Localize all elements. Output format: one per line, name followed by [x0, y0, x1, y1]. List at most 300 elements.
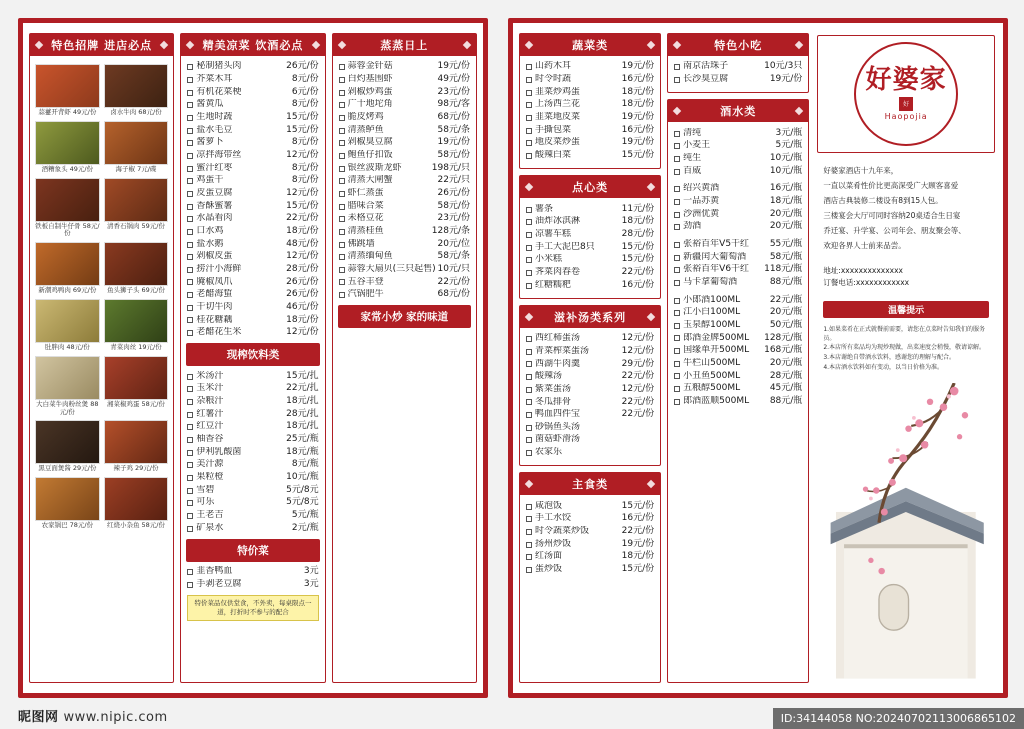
menu-item-price: 15元/份	[286, 112, 319, 123]
menu-item[interactable]	[339, 213, 470, 226]
menu-item[interactable]	[187, 510, 318, 523]
menu-item-price: 98元/客	[437, 99, 470, 110]
checkbox-icon[interactable]	[339, 90, 345, 96]
menu-item-name: 西湖牛肉羹	[535, 358, 581, 369]
checkbox-icon[interactable]	[339, 229, 345, 235]
menu-item-price: 3元/瓶	[775, 127, 803, 138]
checkbox-icon[interactable]	[674, 131, 680, 137]
menu-item-name: 上汤西兰花	[535, 99, 581, 110]
checkbox-icon[interactable]	[526, 412, 532, 418]
signature-column	[29, 33, 174, 683]
menu-item[interactable]	[526, 241, 654, 254]
menu-item[interactable]	[187, 162, 318, 175]
checkbox-icon[interactable]	[339, 279, 345, 285]
menu-item-price: 10元/瓶	[769, 153, 803, 164]
menu-item[interactable]	[339, 251, 470, 264]
checkbox-icon[interactable]	[674, 399, 680, 405]
menu-item-name: 清蒸桂鱼	[347, 225, 384, 236]
menu-item[interactable]	[526, 99, 654, 112]
menu-item-price: 12元/份	[621, 333, 655, 344]
menu-item[interactable]	[187, 200, 318, 213]
menu-item-name: 江小白100ML	[683, 307, 741, 318]
menu-item[interactable]	[674, 127, 802, 140]
menu-item-name: 银丝波斯龙虾	[347, 162, 402, 173]
checkbox-icon[interactable]	[674, 212, 680, 218]
checkbox-icon[interactable]	[526, 450, 532, 456]
checkbox-icon[interactable]	[674, 386, 680, 392]
dish-photo-caption: 农家锅巴 78元/份	[41, 521, 94, 530]
menu-item[interactable]	[339, 175, 470, 188]
checkbox-icon[interactable]	[526, 64, 532, 70]
checkbox-icon[interactable]	[526, 232, 532, 238]
checkbox-icon[interactable]	[187, 292, 193, 298]
menu-item[interactable]	[526, 124, 654, 137]
checkbox-icon[interactable]	[526, 257, 532, 263]
menu-item[interactable]	[526, 434, 654, 447]
menu-item[interactable]	[187, 459, 318, 472]
checkbox-icon[interactable]	[674, 64, 680, 70]
menu-item-name: 张裕百年V6干红	[683, 264, 750, 275]
menu-item-price: 5元/瓶	[775, 140, 803, 151]
checkbox-icon[interactable]	[526, 504, 532, 510]
dish-photo-caption: 新潮鸡鸭肉 69元/份	[38, 286, 97, 295]
menu-item[interactable]	[187, 472, 318, 485]
checkbox-icon[interactable]	[526, 425, 532, 431]
checkbox-icon[interactable]	[674, 77, 680, 83]
menu-item[interactable]	[187, 314, 318, 327]
menu-item[interactable]	[187, 421, 318, 434]
menu-item-price: 3元	[303, 566, 319, 577]
menu-item-price: 58元/份	[437, 200, 470, 211]
menu-item[interactable]	[339, 162, 470, 175]
checkbox-icon[interactable]	[187, 279, 193, 285]
menu-item[interactable]	[339, 188, 470, 201]
menu-item[interactable]	[526, 383, 654, 396]
checkbox-icon[interactable]	[339, 77, 345, 83]
menu-item[interactable]	[526, 112, 654, 125]
checkbox-icon[interactable]	[526, 437, 532, 443]
checkbox-icon[interactable]	[187, 242, 193, 248]
menu-item-name: 砂锅鱼头汤	[535, 421, 581, 432]
checkbox-icon[interactable]	[674, 224, 680, 230]
checkbox-icon[interactable]	[187, 254, 193, 260]
menu-item-name: 虾仁蒸蛋	[347, 187, 384, 198]
checkbox-icon[interactable]	[187, 140, 193, 146]
checkbox-icon[interactable]	[187, 102, 193, 108]
menu-item-name: 凉薯车糕	[535, 228, 572, 239]
tip-line: 3.本店谢绝自带酒水饮料，感谢您的理解与配合。	[823, 354, 956, 362]
checkbox-icon[interactable]	[187, 386, 193, 392]
menu-item[interactable]	[187, 446, 318, 459]
dish-photo-image	[35, 356, 100, 400]
checkbox-icon[interactable]	[187, 526, 193, 532]
tip-line: 2.本店所有菜品均为现炒现做，出菜速度会稍慢，敬请谅解。	[823, 344, 986, 352]
checkbox-icon[interactable]	[187, 191, 193, 197]
menu-item[interactable]	[674, 345, 802, 358]
checkbox-icon[interactable]	[526, 207, 532, 213]
menu-item[interactable]	[187, 188, 318, 201]
checkbox-icon[interactable]	[339, 128, 345, 134]
menu-item-price: 68元/份	[437, 112, 470, 123]
menu-item-price: 20元/瓶	[769, 357, 803, 368]
checkbox-icon[interactable]	[526, 554, 532, 560]
menu-item[interactable]	[674, 251, 802, 264]
checkbox-icon[interactable]	[187, 437, 193, 443]
menu-item[interactable]	[526, 279, 654, 292]
menu-item[interactable]	[187, 150, 318, 163]
menu-item-name: 凉拌海带丝	[196, 149, 242, 160]
checkbox-icon[interactable]	[187, 166, 193, 172]
checkbox-icon[interactable]	[187, 374, 193, 380]
checkbox-icon[interactable]	[339, 292, 345, 298]
checkbox-icon[interactable]	[526, 270, 532, 276]
checkbox-icon[interactable]	[339, 166, 345, 172]
tip-line: 1.如果菜肴在正式就餐前需要，请您在点菜时告知我们的服务员。	[823, 326, 986, 342]
menu-item[interactable]	[187, 484, 318, 497]
menu-item[interactable]	[339, 112, 470, 125]
menu-item[interactable]	[526, 409, 654, 422]
checkbox-icon[interactable]	[339, 242, 345, 248]
about-line: 三楼宴会大厅可同时容纳20桌适合生日宴	[823, 211, 961, 220]
checkbox-icon[interactable]	[339, 267, 345, 273]
menu-item[interactable]	[339, 238, 470, 251]
menu-item[interactable]	[187, 396, 318, 409]
menu-item-price: 5元/8元	[286, 484, 319, 495]
menu-item-name: 伊利乳酸菌	[196, 446, 242, 457]
menu-item-price: 88元/瓶	[769, 276, 803, 287]
menu-item[interactable]	[674, 153, 802, 166]
menu-item[interactable]	[526, 137, 654, 150]
vegetable-header: 蔬菜类	[520, 34, 660, 56]
menu-item[interactable]	[187, 213, 318, 226]
checkbox-icon[interactable]	[339, 204, 345, 210]
menu-item[interactable]	[526, 551, 654, 564]
menu-item[interactable]	[526, 421, 654, 434]
dimsum-list	[523, 203, 657, 292]
menu-item[interactable]	[187, 522, 318, 535]
checkbox-icon[interactable]	[187, 424, 193, 430]
checkbox-icon[interactable]	[674, 335, 680, 341]
checkbox-icon[interactable]	[526, 349, 532, 355]
menu-item[interactable]	[526, 513, 654, 526]
checkbox-icon[interactable]	[187, 513, 193, 519]
checkbox-icon[interactable]	[526, 399, 532, 405]
checkbox-icon[interactable]	[674, 255, 680, 261]
menu-item-price: 19元/份	[621, 137, 655, 148]
checkbox-icon[interactable]	[674, 169, 680, 175]
checkbox-icon[interactable]	[526, 542, 532, 548]
checkbox-icon[interactable]	[339, 191, 345, 197]
checkbox-icon[interactable]	[526, 140, 532, 146]
menu-item-name: 王老吉	[196, 510, 224, 521]
checkbox-icon[interactable]	[187, 305, 193, 311]
menu-item[interactable]	[526, 500, 654, 513]
menu-item-price: 12元/份	[286, 187, 319, 198]
menu-item[interactable]	[187, 276, 318, 289]
menu-item-name: 生地时蔬	[196, 112, 233, 123]
checkbox-icon[interactable]	[526, 77, 532, 83]
menu-item[interactable]	[526, 254, 654, 267]
menu-item[interactable]	[187, 434, 318, 447]
dish-photo-image	[35, 178, 100, 222]
menu-item[interactable]	[187, 566, 318, 579]
menu-item[interactable]	[674, 332, 802, 345]
menu-item[interactable]	[674, 370, 802, 383]
checkbox-icon[interactable]	[526, 283, 532, 289]
checkbox-icon[interactable]	[187, 90, 193, 96]
menu-item-price: 22元/份	[621, 396, 655, 407]
menu-item[interactable]	[187, 175, 318, 188]
menu-item-price: 19元/份	[437, 137, 470, 148]
checkbox-icon[interactable]	[187, 317, 193, 323]
menu-item-name: 清蒸大闸蟹	[347, 175, 393, 186]
checkbox-icon[interactable]	[526, 567, 532, 573]
menu-item[interactable]	[674, 183, 802, 196]
menu-item-name: 果粒橙	[196, 472, 224, 483]
menu-item[interactable]	[526, 564, 654, 577]
menu-item-name: 腌椒凤爪	[196, 276, 233, 287]
menu-item[interactable]	[339, 289, 470, 302]
checkbox-icon[interactable]	[187, 267, 193, 273]
menu-item[interactable]	[674, 165, 802, 178]
menu-item-name: 薯条	[535, 203, 554, 214]
menu-item[interactable]	[526, 150, 654, 163]
menu-item[interactable]	[187, 251, 318, 264]
checkbox-icon[interactable]	[187, 115, 193, 121]
checkbox-icon[interactable]	[187, 462, 193, 468]
menu-item[interactable]	[674, 140, 802, 153]
menu-item[interactable]	[674, 383, 802, 396]
checkbox-icon[interactable]	[187, 475, 193, 481]
checkbox-icon[interactable]	[674, 361, 680, 367]
menu-item[interactable]	[187, 61, 318, 74]
menu-item-name: 时令时蔬	[535, 74, 572, 85]
menu-item-name: 手撕包菜	[535, 124, 572, 135]
menu-item[interactable]	[526, 538, 654, 551]
menu-item[interactable]	[526, 447, 654, 460]
checkbox-icon[interactable]	[674, 280, 680, 286]
dish-photo-image	[104, 299, 169, 343]
checkbox-icon[interactable]	[526, 90, 532, 96]
menu-item[interactable]	[187, 238, 318, 251]
menu-item[interactable]	[339, 276, 470, 289]
checkbox-icon[interactable]	[187, 178, 193, 184]
checkbox-icon[interactable]	[187, 64, 193, 70]
checkbox-icon[interactable]	[187, 229, 193, 235]
dish-photo-caption: 大白菜牛肉粉丝煲 88元/份	[36, 399, 99, 416]
checkbox-icon[interactable]	[526, 245, 532, 251]
menu-item[interactable]	[674, 61, 802, 74]
dish-photo	[104, 356, 169, 417]
menu-item[interactable]	[526, 371, 654, 384]
menu-item[interactable]	[674, 239, 802, 252]
menu-item-price: 58元/条	[437, 124, 470, 135]
steamed-list	[336, 61, 473, 301]
menu-item[interactable]	[674, 395, 802, 408]
checkbox-icon[interactable]	[526, 128, 532, 134]
menu-item-price: 48元/份	[286, 238, 319, 249]
checkbox-icon[interactable]	[674, 348, 680, 354]
menu-item-name: 盐水毛豆	[196, 124, 233, 135]
checkbox-icon[interactable]	[526, 361, 532, 367]
dish-photo	[35, 420, 100, 473]
about-line: 好婆家酒店十九年来，	[823, 166, 899, 175]
menu-item[interactable]	[339, 137, 470, 150]
menu-item[interactable]	[187, 226, 318, 239]
checkbox-icon[interactable]	[526, 102, 532, 108]
checkbox-icon[interactable]	[526, 115, 532, 121]
checkbox-icon[interactable]	[187, 488, 193, 494]
checkbox-icon[interactable]	[526, 374, 532, 380]
menu-item[interactable]	[339, 61, 470, 74]
checkbox-icon[interactable]	[187, 216, 193, 222]
checkbox-icon[interactable]	[674, 156, 680, 162]
menu-item[interactable]	[526, 346, 654, 359]
menu-item-price: 18元/瓶	[286, 446, 319, 457]
checkbox-icon[interactable]	[526, 336, 532, 342]
about-line: 欢迎各界人士前来品尝。	[823, 241, 906, 250]
checkbox-icon[interactable]	[187, 204, 193, 210]
menu-item-name: 五谷丰登	[347, 276, 384, 287]
checkbox-icon[interactable]	[526, 516, 532, 522]
cold-dish-list	[184, 61, 321, 339]
menu-item[interactable]	[526, 333, 654, 346]
menu-item[interactable]	[187, 289, 318, 302]
menu-item-name: 玉米汁	[196, 383, 224, 394]
menu-item-price: 5元/瓶	[291, 510, 319, 521]
checkbox-icon[interactable]	[526, 153, 532, 159]
menu-item-name: 张裕百年V5干红	[683, 238, 750, 249]
checkbox-icon[interactable]	[674, 298, 680, 304]
checkbox-icon[interactable]	[526, 529, 532, 535]
checkbox-icon[interactable]	[674, 267, 680, 273]
menu-item[interactable]	[526, 526, 654, 539]
menu-item-name: 鸭血四件宝	[535, 409, 581, 420]
menu-item[interactable]	[187, 327, 318, 340]
dish-photo	[35, 178, 100, 239]
checkbox-icon[interactable]	[674, 242, 680, 248]
menu-item-name: 时令蔬菜炒饭	[535, 526, 590, 537]
menu-item[interactable]	[526, 61, 654, 74]
menu-item[interactable]	[674, 277, 802, 290]
menu-item[interactable]	[526, 267, 654, 280]
checkbox-icon[interactable]	[187, 128, 193, 134]
checkbox-icon[interactable]	[339, 216, 345, 222]
menu-item[interactable]	[187, 112, 318, 125]
checkbox-icon[interactable]	[187, 153, 193, 159]
menu-item[interactable]	[339, 226, 470, 239]
menu-item[interactable]	[339, 200, 470, 213]
menu-item[interactable]	[674, 196, 802, 209]
menu-item[interactable]	[674, 264, 802, 277]
checkbox-icon[interactable]	[187, 450, 193, 456]
menu-item[interactable]	[187, 497, 318, 510]
checkbox-icon[interactable]	[187, 500, 193, 506]
menu-item[interactable]	[526, 203, 654, 216]
menu-item[interactable]	[674, 307, 802, 320]
checkbox-icon[interactable]	[187, 77, 193, 83]
checkbox-icon[interactable]	[526, 387, 532, 393]
contact-line: 地址:xxxxxxxxxxxxxx	[823, 266, 903, 275]
checkbox-icon[interactable]	[339, 153, 345, 159]
menu-item[interactable]	[187, 301, 318, 314]
menu-item-name: 百威	[683, 165, 702, 176]
menu-item[interactable]	[187, 383, 318, 396]
checkbox-icon[interactable]	[187, 399, 193, 405]
menu-item-price: 18元/份	[621, 99, 655, 110]
menu-item[interactable]	[674, 294, 802, 307]
menu-item[interactable]	[339, 99, 470, 112]
menu-item[interactable]	[339, 124, 470, 137]
menu-item-name: 咸泡饭	[535, 500, 563, 511]
dish-photo-caption: 蒜薹开背虾 49元/份	[38, 108, 97, 116]
checkbox-icon[interactable]	[339, 64, 345, 70]
menu-item[interactable]	[187, 264, 318, 277]
menu-item[interactable]	[339, 74, 470, 87]
menu-item-name: 韭菜炒鸡蛋	[535, 86, 581, 97]
menu-item[interactable]	[526, 74, 654, 87]
menu-item[interactable]	[674, 74, 802, 87]
checkbox-icon[interactable]	[187, 412, 193, 418]
checkbox-icon[interactable]	[674, 310, 680, 316]
menu-item[interactable]	[187, 86, 318, 99]
cold-dish-column	[180, 33, 325, 683]
menu-item-price: 12元/份	[286, 327, 319, 338]
checkbox-icon[interactable]	[674, 199, 680, 205]
checkbox-icon[interactable]	[674, 373, 680, 379]
dish-photo-caption: 黑豆面煲酱 29元/份	[38, 464, 97, 473]
checkbox-icon[interactable]	[339, 254, 345, 260]
menu-item[interactable]	[187, 137, 318, 150]
checkbox-icon[interactable]	[339, 178, 345, 184]
menu-item[interactable]	[526, 216, 654, 229]
menu-item[interactable]	[526, 86, 654, 99]
checkbox-icon[interactable]	[339, 115, 345, 121]
menu-item[interactable]	[526, 358, 654, 371]
checkbox-icon[interactable]	[674, 143, 680, 149]
menu-item[interactable]	[187, 124, 318, 137]
menu-item[interactable]	[187, 74, 318, 87]
menu-item[interactable]	[187, 408, 318, 421]
checkbox-icon[interactable]	[526, 219, 532, 225]
checkbox-icon[interactable]	[674, 186, 680, 192]
menu-item[interactable]	[526, 229, 654, 242]
checkbox-icon[interactable]	[339, 102, 345, 108]
menu-item[interactable]	[187, 579, 318, 592]
menu-item-name: 杂粮汁	[196, 396, 224, 407]
menu-item[interactable]	[674, 221, 802, 234]
menu-item[interactable]	[339, 264, 470, 277]
menu-item[interactable]	[674, 320, 802, 333]
menu-item-name: 手工水饺	[535, 513, 572, 524]
menu-item[interactable]	[339, 86, 470, 99]
menu-item[interactable]	[674, 208, 802, 221]
checkbox-icon[interactable]	[187, 330, 193, 336]
checkbox-icon[interactable]	[674, 323, 680, 329]
contact-info	[817, 263, 995, 291]
watermark-cn: 昵图网	[18, 710, 59, 725]
menu-item[interactable]	[526, 396, 654, 409]
checkbox-icon[interactable]	[339, 140, 345, 146]
checkbox-icon[interactable]	[187, 582, 193, 588]
menu-item[interactable]	[187, 99, 318, 112]
image-id-bar: ID:34144058 NO:20240702113006865102	[773, 708, 1024, 729]
menu-item[interactable]	[674, 357, 802, 370]
menu-item[interactable]	[187, 370, 318, 383]
checkbox-icon[interactable]	[187, 569, 193, 575]
menu-item-name: 郎酒金牌500ML	[683, 332, 750, 343]
menu-item[interactable]	[339, 150, 470, 163]
